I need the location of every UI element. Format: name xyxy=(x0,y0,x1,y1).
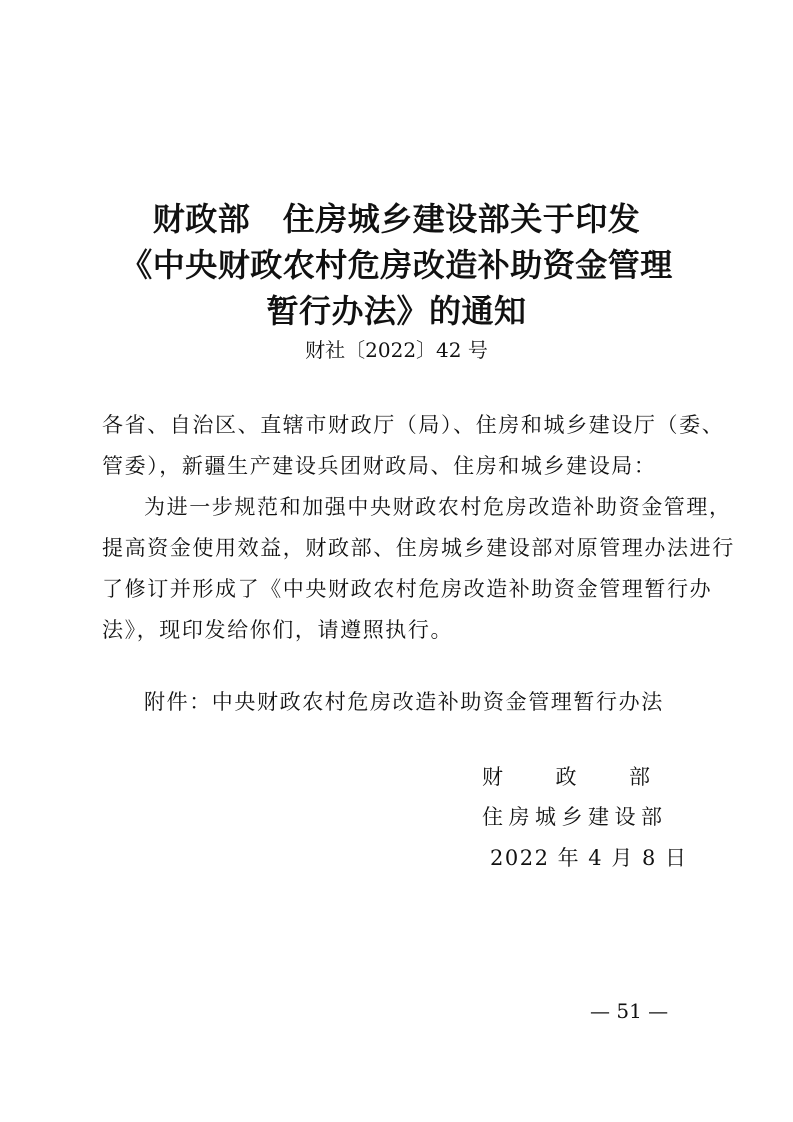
document-number: 财社〔2022〕42 号 xyxy=(305,338,488,362)
signature-org-1 xyxy=(482,762,650,792)
addressee-line-1: 各省、自治区、直辖市财政厅（局）、住房和城乡建设厅（委、 xyxy=(102,413,725,437)
paragraph-line-3: 了修订并形成了《中央财政农村危房改造补助资金管理暂行办 xyxy=(102,577,713,601)
paragraph-line-4: 法》，现印发给你们，请遵照执行。 xyxy=(102,618,454,642)
title-line-1: 财政部 住房城乡建设部关于印发 xyxy=(152,200,641,238)
signature-org-2: 住房城乡建设部 xyxy=(482,805,668,829)
signature-org-1-char-3: 部 xyxy=(629,765,650,789)
paragraph-line-2: 提高资金使用效益，财政部、住房城乡建设部对原管理办法进行 xyxy=(102,536,735,560)
addressee-line-2: 管委），新疆生产建设兵团财政局、住房和城乡建设局： xyxy=(102,454,657,478)
title-line-2: 《中央财政农村危房改造补助资金管理 xyxy=(120,246,673,284)
signature-org-1-char-1: 财 xyxy=(482,765,503,789)
page-number: — 51 — xyxy=(590,999,669,1023)
paragraph-line-1: 为进一步规范和加强中央财政农村危房改造补助资金管理， xyxy=(144,495,732,519)
signature-date: 2022 年 4 月 8 日 xyxy=(490,846,688,870)
title-line-3: 暂行办法》的通知 xyxy=(266,292,527,330)
attachment-note: 附件：中央财政农村危房改造补助资金管理暂行办法 xyxy=(144,690,664,714)
signature-org-1-char-2: 政 xyxy=(555,765,577,789)
